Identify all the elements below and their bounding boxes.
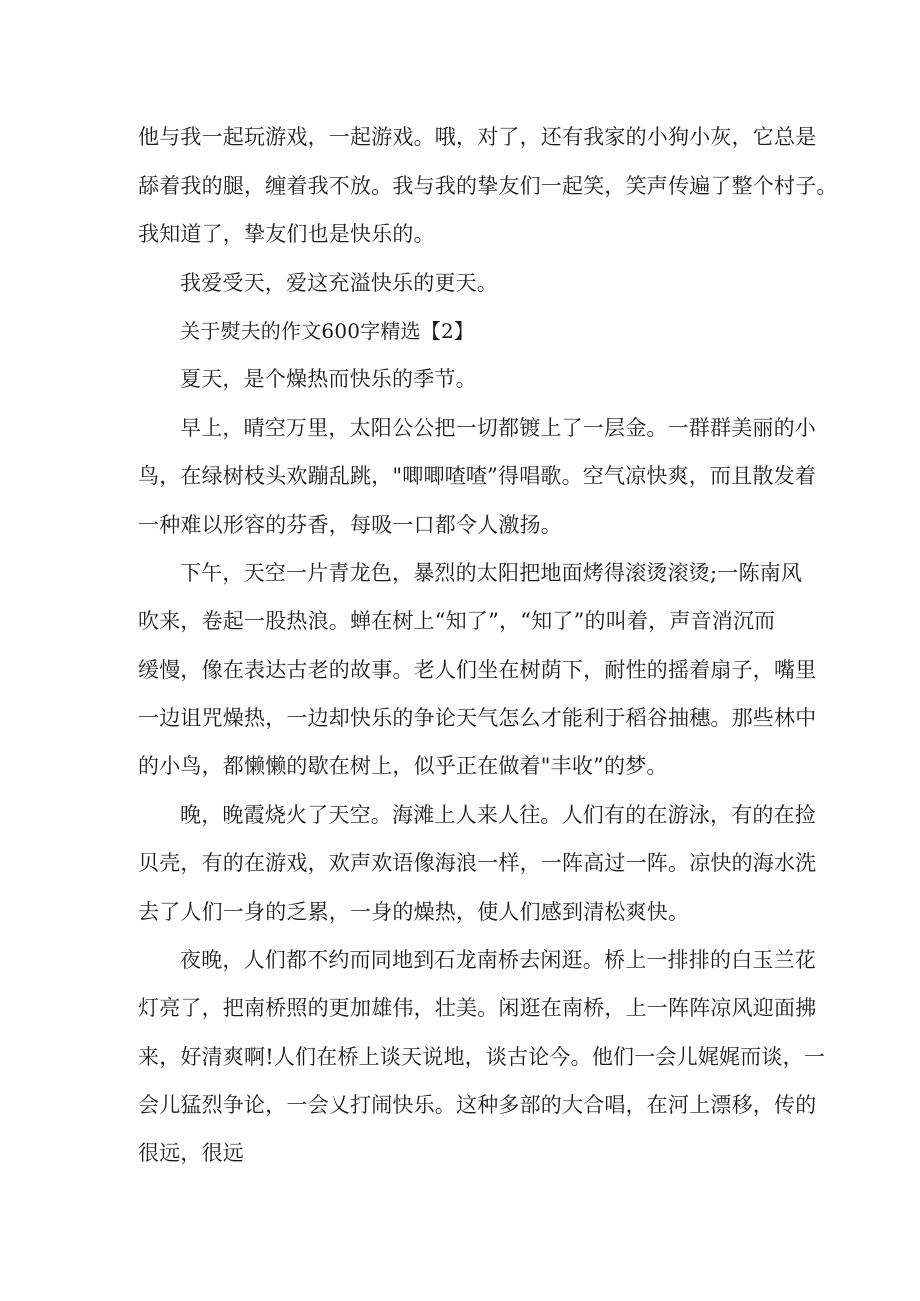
text-line: 的小鸟，都懒懒的歇在树上，似乎正在做着"丰收”的梦。	[138, 754, 668, 778]
text-line: 会儿猛烈争论，一会乂打闹快乐。这种多部的大合唱，在河上漂移，传的	[138, 1093, 817, 1117]
text-line: 鸟，在绿树枝头欢蹦乱跳，"唧唧喳喳”得唱歌。空气凉快爽，而且散发着	[138, 464, 816, 488]
text-line: 下午，天空一片青龙色，暴烈的太阳把地面烤得滚烫滚烫;一陈南风	[180, 561, 803, 585]
text-line: 夜晚，人们都不约而同地到石龙南桥去闲逛。桥上一排排的白玉兰花	[180, 948, 816, 972]
text-line: 缓慢，像在表达古老的故事。老人们坐在树荫下，耐性的摇着扇子，嘴里	[138, 658, 817, 682]
text-line: 很远，很远	[138, 1141, 244, 1165]
text-line: 早上，晴空万里，太阳公公把一切都镀上了一层金。一群群美丽的小	[180, 416, 816, 440]
text-line: 吹来，卷起一股热浪。蝉在树上“知了”，“知了”的叫着，声音消沉而	[138, 609, 776, 633]
text-line: 去了人们一身的乏累，一身的燥热，使人们感到清松爽快。	[138, 900, 690, 924]
text-line: 一种难以形容的芬香，每吸一口都令人激扬。	[138, 513, 562, 537]
section-heading: 关于熨夫的作文600字精选【2】	[180, 319, 475, 343]
text-line: 晚，晚霞烧火了天空。海滩上人来人往。人们有的在游泳，有的在捡	[180, 803, 816, 827]
text-line: 夏天，是个燥热而快乐的季节。	[180, 367, 477, 391]
text-line: 我爱受天，爱这充溢快乐的更天。	[180, 271, 498, 295]
text-line: 他与我一起玩游戏，一起游戏。哦，对了，还有我家的小狗小灰，它总是	[138, 125, 817, 149]
text-line: 舔着我的腿，缠着我不放。我与我的挚友们一起笑，笑声传遍了整个村子。	[138, 174, 838, 198]
text-line: 我知道了，挚友们也是快乐的。	[138, 222, 435, 246]
text-line: 灯亮了，把南桥照的更加雄伟，壮美。闲逛在南桥，上一阵阵凉风迎面拂	[138, 996, 817, 1020]
text-line: 来，好清爽啊!人们在桥上谈天说地，谈古论今。他们一会儿娓娓而谈，一	[138, 1045, 826, 1069]
text-line: 贝壳，有的在游戏，欢声欢语像海浪一样，一阵高过一阵。凉快的海水洗	[138, 851, 817, 875]
text-line: 一边诅咒燥热，一边却快乐的争论天气怎么才能利于稻谷抽穗。那些林中	[138, 706, 817, 730]
